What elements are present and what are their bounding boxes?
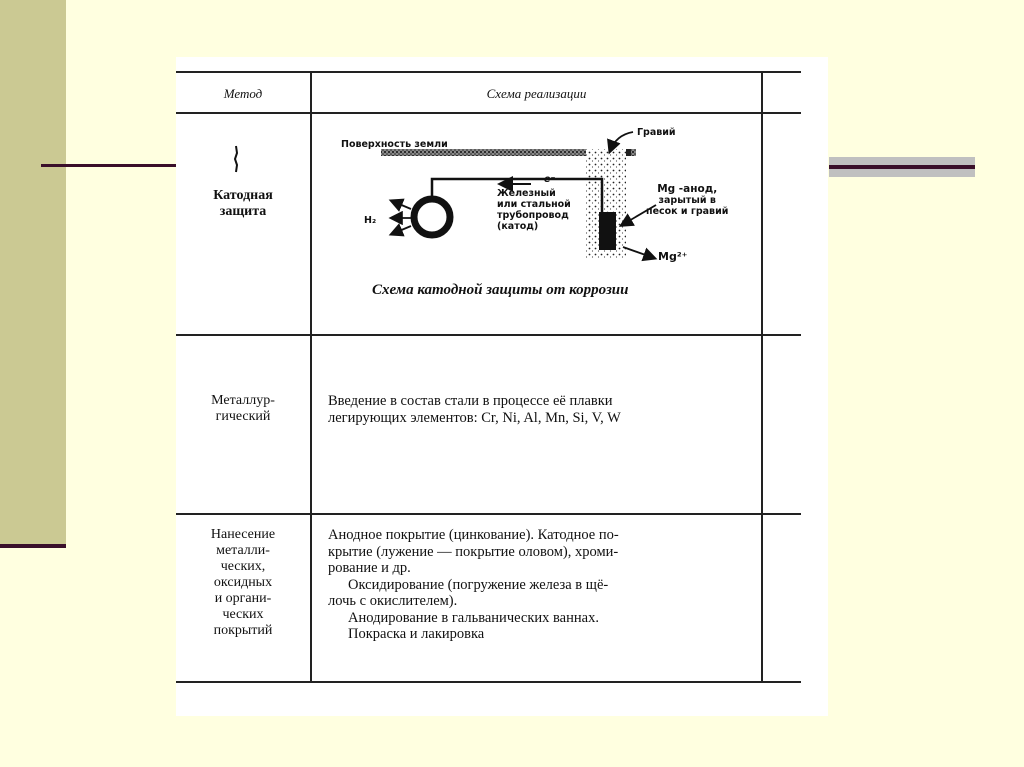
description-line: Анодное покрытие (цинкование). Катодное по- bbox=[328, 527, 619, 543]
method-coatings bbox=[176, 527, 310, 639]
description-line: лочь с окислителем). bbox=[328, 593, 458, 609]
method-line: Нанесение bbox=[210, 527, 276, 542]
header-method: Метод bbox=[223, 86, 263, 101]
mg-ion-label: Mg²⁺ bbox=[658, 250, 688, 263]
anode-label bbox=[646, 184, 728, 217]
method-line: Металлур- bbox=[211, 393, 275, 408]
method-line: покрытий bbox=[213, 623, 273, 638]
pipe-label bbox=[497, 188, 571, 232]
method-line: гический bbox=[215, 409, 271, 424]
description-line: легирующих элементов: Cr, Ni, Al, Mn, Si, V, W bbox=[328, 410, 621, 426]
row-divider-1 bbox=[176, 334, 801, 336]
header-bottom-border bbox=[176, 112, 801, 114]
table-image bbox=[176, 57, 828, 716]
method-line: Катодная bbox=[213, 188, 273, 203]
pipe-cathode bbox=[414, 199, 450, 235]
diagram-caption: Схема катодной защиты от коррозии bbox=[372, 282, 629, 298]
method-line: и органи- bbox=[214, 591, 272, 606]
table-top-border bbox=[176, 71, 801, 73]
method-cathodic-protection bbox=[176, 188, 310, 220]
method-line: металли- bbox=[216, 543, 270, 558]
description-line: рование и др. bbox=[328, 560, 411, 576]
left-decorative-band bbox=[0, 0, 66, 547]
description-line: Введение в состав стали в процессе её плавки bbox=[328, 393, 613, 409]
description-line: Анодирование в гальванических ваннах. bbox=[348, 609, 599, 626]
pipe-label-line: или стальной bbox=[497, 199, 571, 210]
description-line: Покраска и лакировка bbox=[348, 626, 485, 642]
method-line: оксидных bbox=[213, 575, 273, 590]
pipe-label-line: (катод) bbox=[497, 221, 539, 232]
column-divider-2 bbox=[761, 71, 763, 682]
description-line: Оксидирование (погружение железа в щё- bbox=[348, 576, 609, 593]
title-rule-right bbox=[829, 165, 975, 169]
description-coatings bbox=[328, 527, 619, 643]
description-metallurgical bbox=[328, 393, 621, 427]
pen-mark-icon bbox=[232, 145, 240, 173]
surface-label: Поверхность земли bbox=[341, 139, 448, 150]
table-bottom-border bbox=[176, 681, 801, 683]
row-divider-2 bbox=[176, 513, 801, 515]
h2-label: H₂ bbox=[364, 215, 377, 226]
electron-label: e⁻ bbox=[544, 174, 556, 185]
left-band-underline bbox=[0, 544, 66, 548]
method-line: защита bbox=[219, 204, 267, 219]
header-scheme: Схема реализации bbox=[486, 86, 587, 101]
pipe-label-line: трубопровод bbox=[497, 210, 569, 221]
description-line: крытие (лужение — покрытие оловом), хроми- bbox=[328, 543, 619, 560]
column-divider-1 bbox=[310, 71, 312, 682]
title-rule-left bbox=[41, 164, 176, 167]
method-metallurgical bbox=[176, 393, 310, 425]
gravel-label: Гравий bbox=[637, 127, 676, 138]
mg-anode bbox=[599, 212, 616, 250]
method-line: ческих bbox=[222, 607, 264, 622]
anode-label-line: зарытый в bbox=[658, 195, 716, 206]
pipe-label-line: Железный bbox=[497, 188, 556, 199]
anode-label-line: песок и гравий bbox=[646, 206, 729, 217]
method-line: ческих, bbox=[220, 559, 266, 574]
anode-label-line: Mg -анод, bbox=[657, 183, 718, 195]
